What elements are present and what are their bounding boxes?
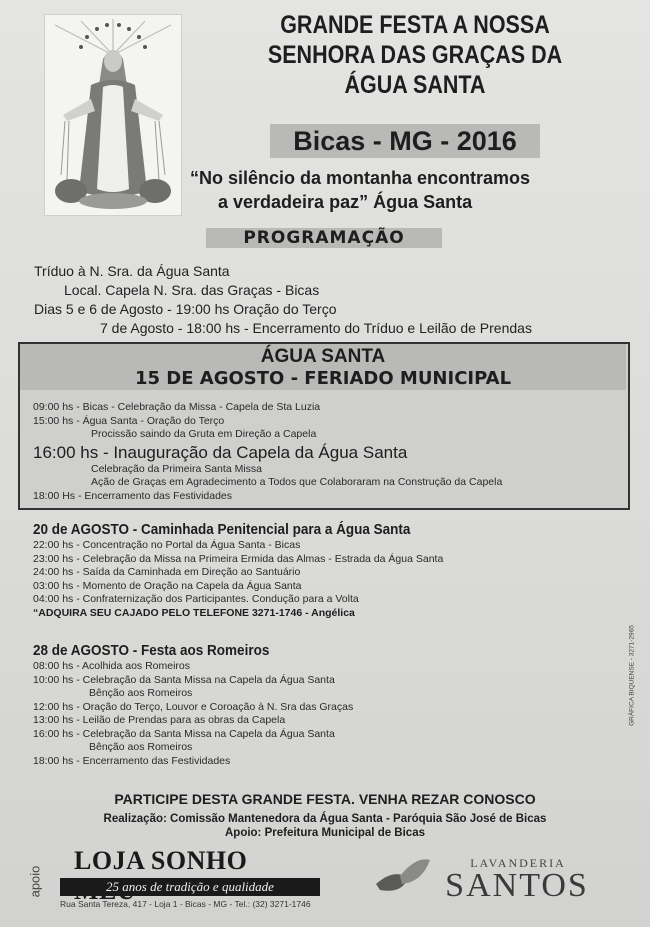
schedule-item: 15:00 hs - Água Santa - Oração do Terço	[33, 414, 225, 427]
caminhada-heading: 20 de AGOSTO - Caminhada Penitencial para a Água Santa	[33, 521, 411, 538]
schedule-item: 04:00 hs - Confraternização dos Participantes. Condução para a Volta	[33, 593, 359, 605]
schedule-item: Bênção aos Romeiros	[89, 741, 193, 753]
triduo-line: Dias 5 e 6 de Agosto - 19:00 hs Oração do Terço	[34, 301, 337, 317]
apoio-line: Apoio: Prefeitura Municipal de Bicas	[224, 827, 425, 839]
event-quote	[190, 166, 630, 214]
schedule-item: 12:00 hs - Oração do Terço, Louvor e Coroação à N. Sra das Graças	[33, 700, 354, 713]
realizacao-block	[20, 812, 630, 840]
programacao-heading: PROGRAMAÇÃO	[206, 228, 442, 248]
feriado-subtitle: 15 DE AGOSTO - FERIADO MUNICIPAL	[134, 368, 512, 389]
title-line: SENHORA DAS GRAÇAS DA	[267, 41, 563, 69]
call-to-action: PARTICIPE DESTA GRANDE FESTA. VENHA REZAR CONOSCO	[114, 791, 536, 807]
virgin-mary-illustration	[45, 15, 181, 215]
feriado-title: ÁGUA SANTA	[260, 346, 386, 367]
loja-sonho-meu-name: LOJA SONHO	[74, 846, 248, 875]
schedule-item: 18:00 Hs - Encerramento das Festividades	[33, 489, 233, 502]
grafica-credit	[624, 620, 638, 740]
schedule-item: 09:00 hs - Bicas - Celebração da Missa - Capela de Sta Luzia	[33, 401, 321, 413]
quote-line: a verdadeira paz” Água Santa	[218, 192, 473, 212]
romeiros-section	[33, 641, 623, 768]
schedule-item: 10:00 hs - Celebração da Santa Missa na Capela da Água Santa	[33, 673, 335, 686]
apoio-vertical-label	[26, 852, 44, 914]
title-line: ÁGUA SANTA	[344, 71, 486, 99]
triduo-line: Local. Capela N. Sra. das Graças - Bicas	[64, 282, 320, 298]
loja-tagline: 25 anos de tradição e qualidade	[106, 879, 274, 894]
schedule-highlight: 16:00 hs - Inauguração da Capela da Água Santa	[33, 442, 408, 462]
schedule-item: 22:00 hs - Concentração no Portal da Água Santa - Bicas	[33, 539, 301, 551]
apoio-text: apoio	[27, 865, 43, 898]
schedule-item: 16:00 hs - Celebração da Santa Missa na Capela da Água Santa	[33, 727, 335, 740]
schedule-item: Ação de Graças em Agradecimento a Todos que Colaboraram na Construção da Capela	[91, 476, 503, 488]
triduo-line: 7 de Agosto - 18:00 hs - Encerramento do Tríduo e Leilão de Prendas	[100, 320, 532, 336]
schedule-item: Celebração da Primeira Santa Missa	[91, 462, 262, 475]
schedule-item: 24:00 hs - Saída da Caminhada em Direção ao Santuário	[33, 566, 301, 578]
caminhada-section	[33, 520, 623, 620]
our-lady-image	[44, 14, 182, 216]
cajado-note: “ADQUIRA SEU CAJADO PELO TELEFONE 3271-1746 - Angélica	[33, 606, 355, 619]
triduo-section	[34, 262, 634, 338]
event-title	[222, 10, 609, 100]
location-year: Bicas - MG - 2016	[270, 124, 540, 158]
schedule-item: Procissão saindo da Gruta em Direção a Capela	[91, 428, 317, 440]
schedule-item: 23:00 hs - Celebração da Missa na Primeira Ermida das Almas - Estrada da Água Santa	[33, 552, 444, 565]
realizacao-line: Realização: Comissão Mantenedora da Água Santa - Paróquia São José de Bicas	[103, 813, 547, 825]
grafica-text: GRÁFICA BIQUENSE - 3271-2965	[628, 625, 636, 726]
schedule-item: 18:00 hs - Encerramento das Festividades	[33, 754, 231, 767]
romeiros-heading: 28 de AGOSTO - Festa aos Romeiros	[33, 642, 270, 659]
feriado-schedule	[33, 401, 623, 503]
lavanderia-name: SANTOS	[445, 867, 589, 904]
lavanderia-label: LAVANDERIA	[470, 856, 566, 870]
loja-address: Rua Santa Tereza, 417 - Loja 1 - Bicas - MG - Tel.: (32) 3271-1746	[60, 899, 311, 909]
quote-line: “No silêncio da montanha encontramos	[190, 168, 531, 188]
triduo-line: Tríduo à N. Sra. da Água Santa	[34, 263, 230, 279]
schedule-item: 08:00 hs - Acolhida aos Romeiros	[33, 660, 191, 672]
schedule-item: Bênção aos Romeiros	[89, 687, 193, 699]
schedule-item: 03:00 hs - Momento de Oração na Capela da Água Santa	[33, 579, 302, 592]
title-line: GRANDE FESTA A NOSSA	[280, 11, 550, 39]
schedule-item: 13:00 hs - Leilão de Prendas para as obras da Capela	[33, 714, 286, 726]
